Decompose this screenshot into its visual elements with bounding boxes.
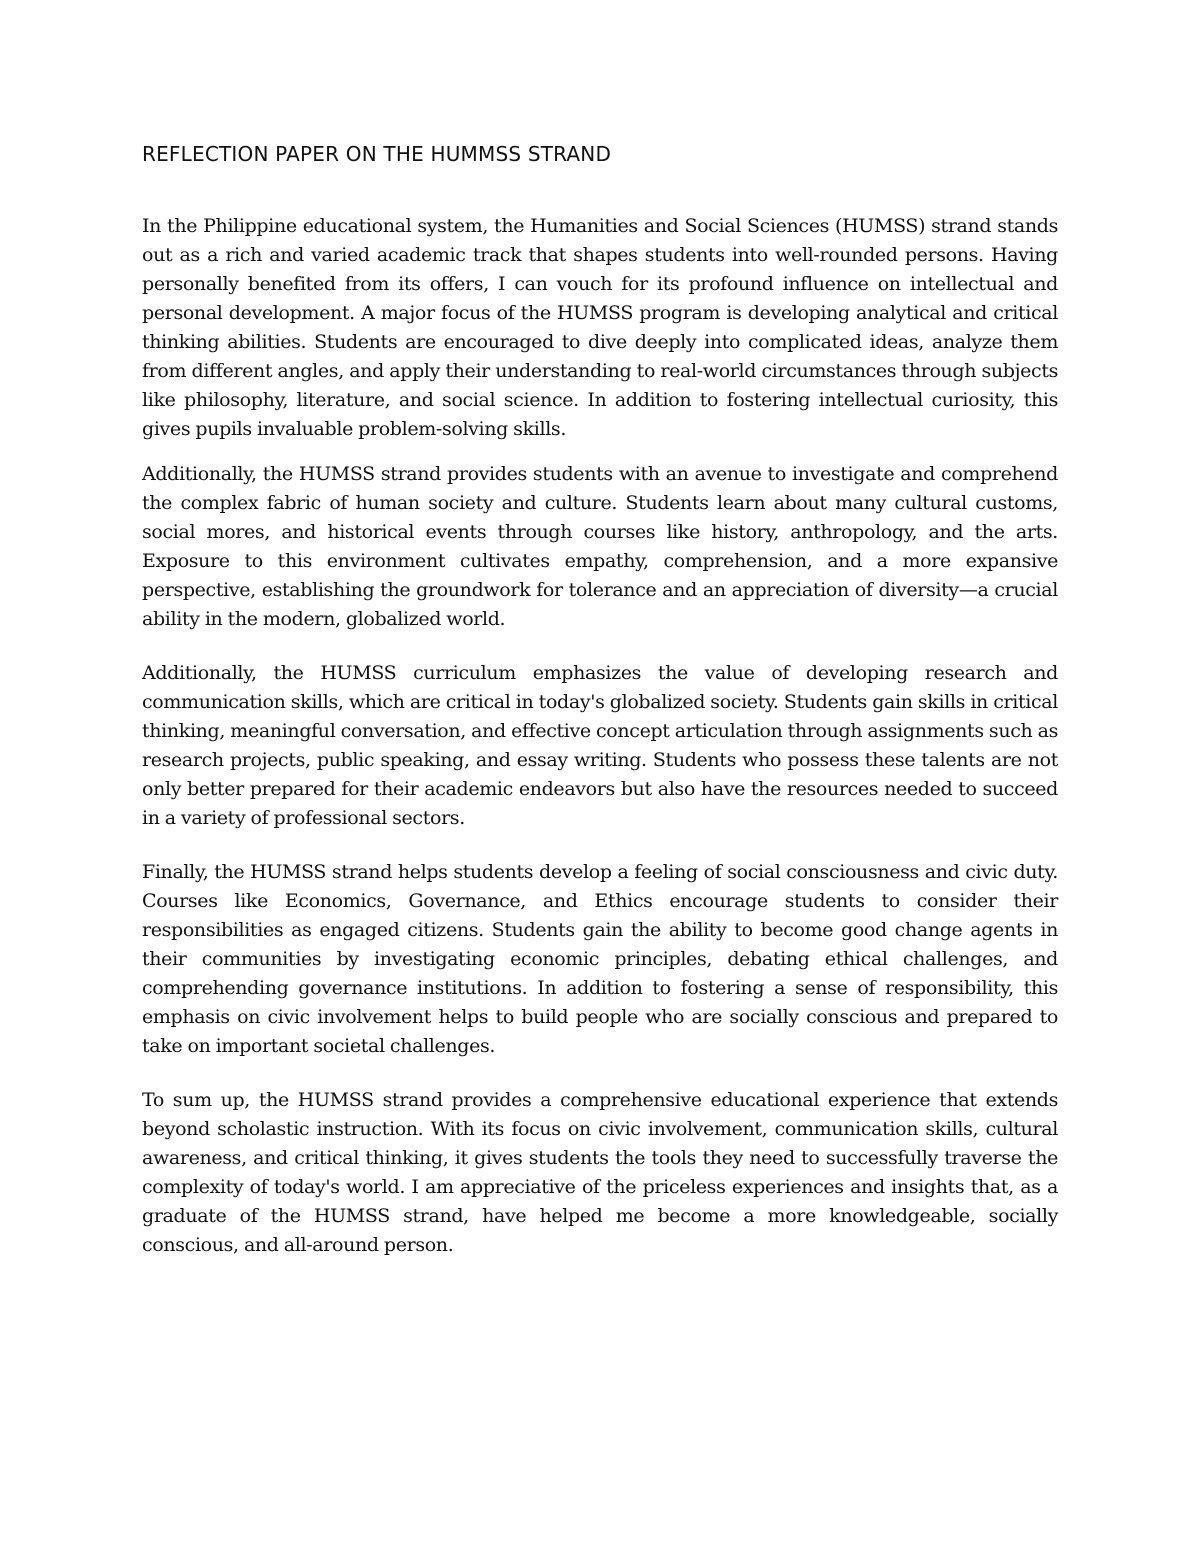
paragraph-3: Additionally, the HUMSS curriculum emphasizes the value of developing research and communication skills, which are critical in today's globalized society. Students gain skills in critical thinking, meaningful conversation, and effective concept articulation through assignments such as research projects, public speaking, and essay writing. Students who possess these talents are not only better prepared for their academic endeavors but also have the resources needed to succeed in a variety of professional sectors. (142, 662, 1058, 829)
document-body (142, 140, 1058, 1260)
paragraph-5: To sum up, the HUMSS strand provides a comprehensive educational experience that extends beyond scholastic instruction. With its focus on civic involvement, communication skills, cultural awareness, and critical thinking, it gives students the tools they need to successfully traverse the complexity of today's world. I am appreciative of the priceless experiences and insights that, as a graduate of the HUMSS strand, have helped me become a more knowledgeable, socially conscious, and all-around person. (142, 1089, 1058, 1256)
document-title: REFLECTION PAPER ON THE HUMMSS STRAND (142, 142, 612, 166)
paragraph-2: Additionally, the HUMSS strand provides students with an avenue to investigate and comprehend the complex fabric of human society and culture. Students learn about many cultural customs, social mores, and historical events through courses like history, anthropology, and the arts. Exposure to this environment cultivates empathy, comprehension, and a more expansive perspective, establishing the groundwork for tolerance and an appreciation of diversity—a crucial ability in the modern, globalized world. (142, 463, 1058, 630)
paragraph-4: Finally, the HUMSS strand helps students develop a feeling of social consciousness and civic duty. Courses like Economics, Governance, and Ethics encourage students to consider their responsibilities as engaged citizens. Students gain the ability to become good change agents in their communities by investigating economic principles, debating ethical challenges, and comprehending governance institutions. In addition to fostering a sense of responsibility, this emphasis on civic involvement helps to build people who are socially conscious and prepared to take on important societal challenges. (142, 861, 1058, 1057)
paragraph-1: In the Philippine educational system, the Humanities and Social Sciences (HUMSS) strand stands out as a rich and varied academic track that shapes students into well-rounded persons. Having personally benefited from its offers, I can vouch for its profound influence on intellectual and personal development. A major focus of the HUMSS program is developing analytical and critical thinking abilities. Students are encouraged to dive deeply into complicated ideas, analyze them from different angles, and apply their understanding to real-world circumstances through subjects like philosophy, literature, and social science. In addition to fostering intellectual curiosity, this gives pupils invaluable problem-solving skills. (142, 215, 1058, 440)
